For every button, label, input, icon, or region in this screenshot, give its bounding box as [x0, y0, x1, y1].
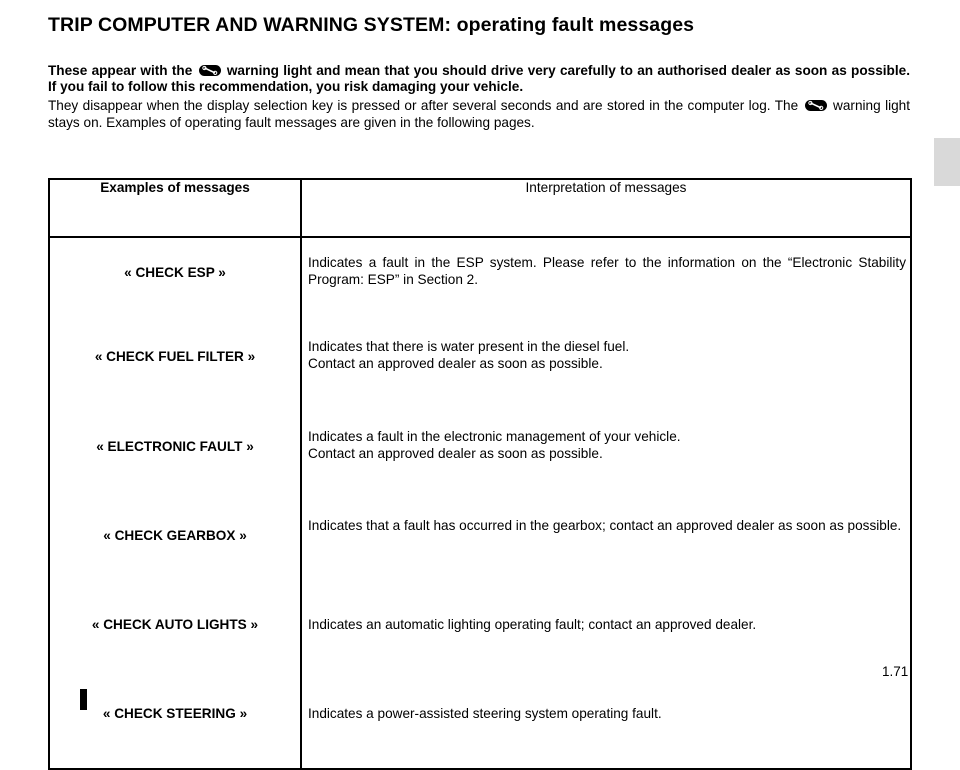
interpretation-line: Indicates that there is water present in the diesel fuel. — [308, 339, 630, 354]
message-cell: « CHECK STEERING » — [49, 679, 301, 769]
fault-messages-table — [48, 178, 912, 770]
page-number: 1.71 — [882, 664, 909, 679]
interpretation-line: Contact an approved dealer as soon as possible. — [308, 445, 603, 461]
intro-bold-text-1: These appear with the — [48, 63, 193, 78]
section-tab — [934, 138, 960, 186]
column-header-messages: Examples of messages — [49, 179, 301, 237]
intro-normal-text-2: warning light stays on. Examples of operating fault messages are given in the following pages. — [48, 98, 911, 130]
message-cell: « ELECTRONIC FAULT » — [49, 412, 301, 501]
table-row — [49, 322, 911, 412]
intro-warning-paragraph — [48, 63, 910, 95]
interpretation-cell — [301, 322, 911, 412]
interpretation-line: Indicates a power-assisted steering system operating fault. — [308, 706, 662, 721]
message-cell: « CHECK FUEL FILTER » — [49, 322, 301, 412]
message-cell: « CHECK GEARBOX » — [49, 501, 301, 590]
table-row — [49, 412, 911, 501]
interpretation-cell — [301, 501, 911, 590]
table-header-row — [49, 179, 911, 237]
message-cell: « CHECK AUTO LIGHTS » — [49, 590, 301, 679]
wrench-warning-icon — [805, 100, 827, 111]
print-mark — [80, 689, 87, 710]
intro-bold-text-2: warning light and mean that you should drive very carefully to an authorised dealer as soon as possible. If you fail to follow this recommendation, you risk damaging your vehicle. — [48, 63, 910, 94]
wrench-warning-icon — [199, 65, 221, 76]
table-row — [49, 237, 911, 322]
page-title: TRIP COMPUTER AND WARNING SYSTEM: operating fault messages — [48, 14, 695, 36]
message-cell: « CHECK ESP » — [49, 237, 301, 322]
interpretation-line: Indicates an automatic lighting operating fault; contact an approved dealer. — [308, 617, 757, 632]
interpretation-cell — [301, 679, 911, 769]
interpretation-cell — [301, 412, 911, 501]
table-row — [49, 501, 911, 590]
intro-info-paragraph — [48, 98, 910, 131]
interpretation-line: Indicates a fault in the ESP system. Please refer to the information on the “Electronic Stability Program: ESP” in Section 2. — [308, 255, 906, 287]
table-row — [49, 679, 911, 769]
interpretation-line: Indicates that a fault has occurred in the gearbox; contact an approved dealer as soon as possible. — [308, 518, 902, 533]
interpretation-cell — [301, 237, 911, 322]
interpretation-cell — [301, 590, 911, 679]
intro-normal-text-1: They disappear when the display selection key is pressed or after several seconds and are stored in the computer log. The — [48, 98, 799, 113]
table-row — [49, 590, 911, 679]
interpretation-line: Contact an approved dealer as soon as possible. — [308, 355, 603, 371]
interpretation-line: Indicates a fault in the electronic management of your vehicle. — [308, 429, 681, 444]
column-header-interpretation: Interpretation of messages — [301, 179, 911, 237]
